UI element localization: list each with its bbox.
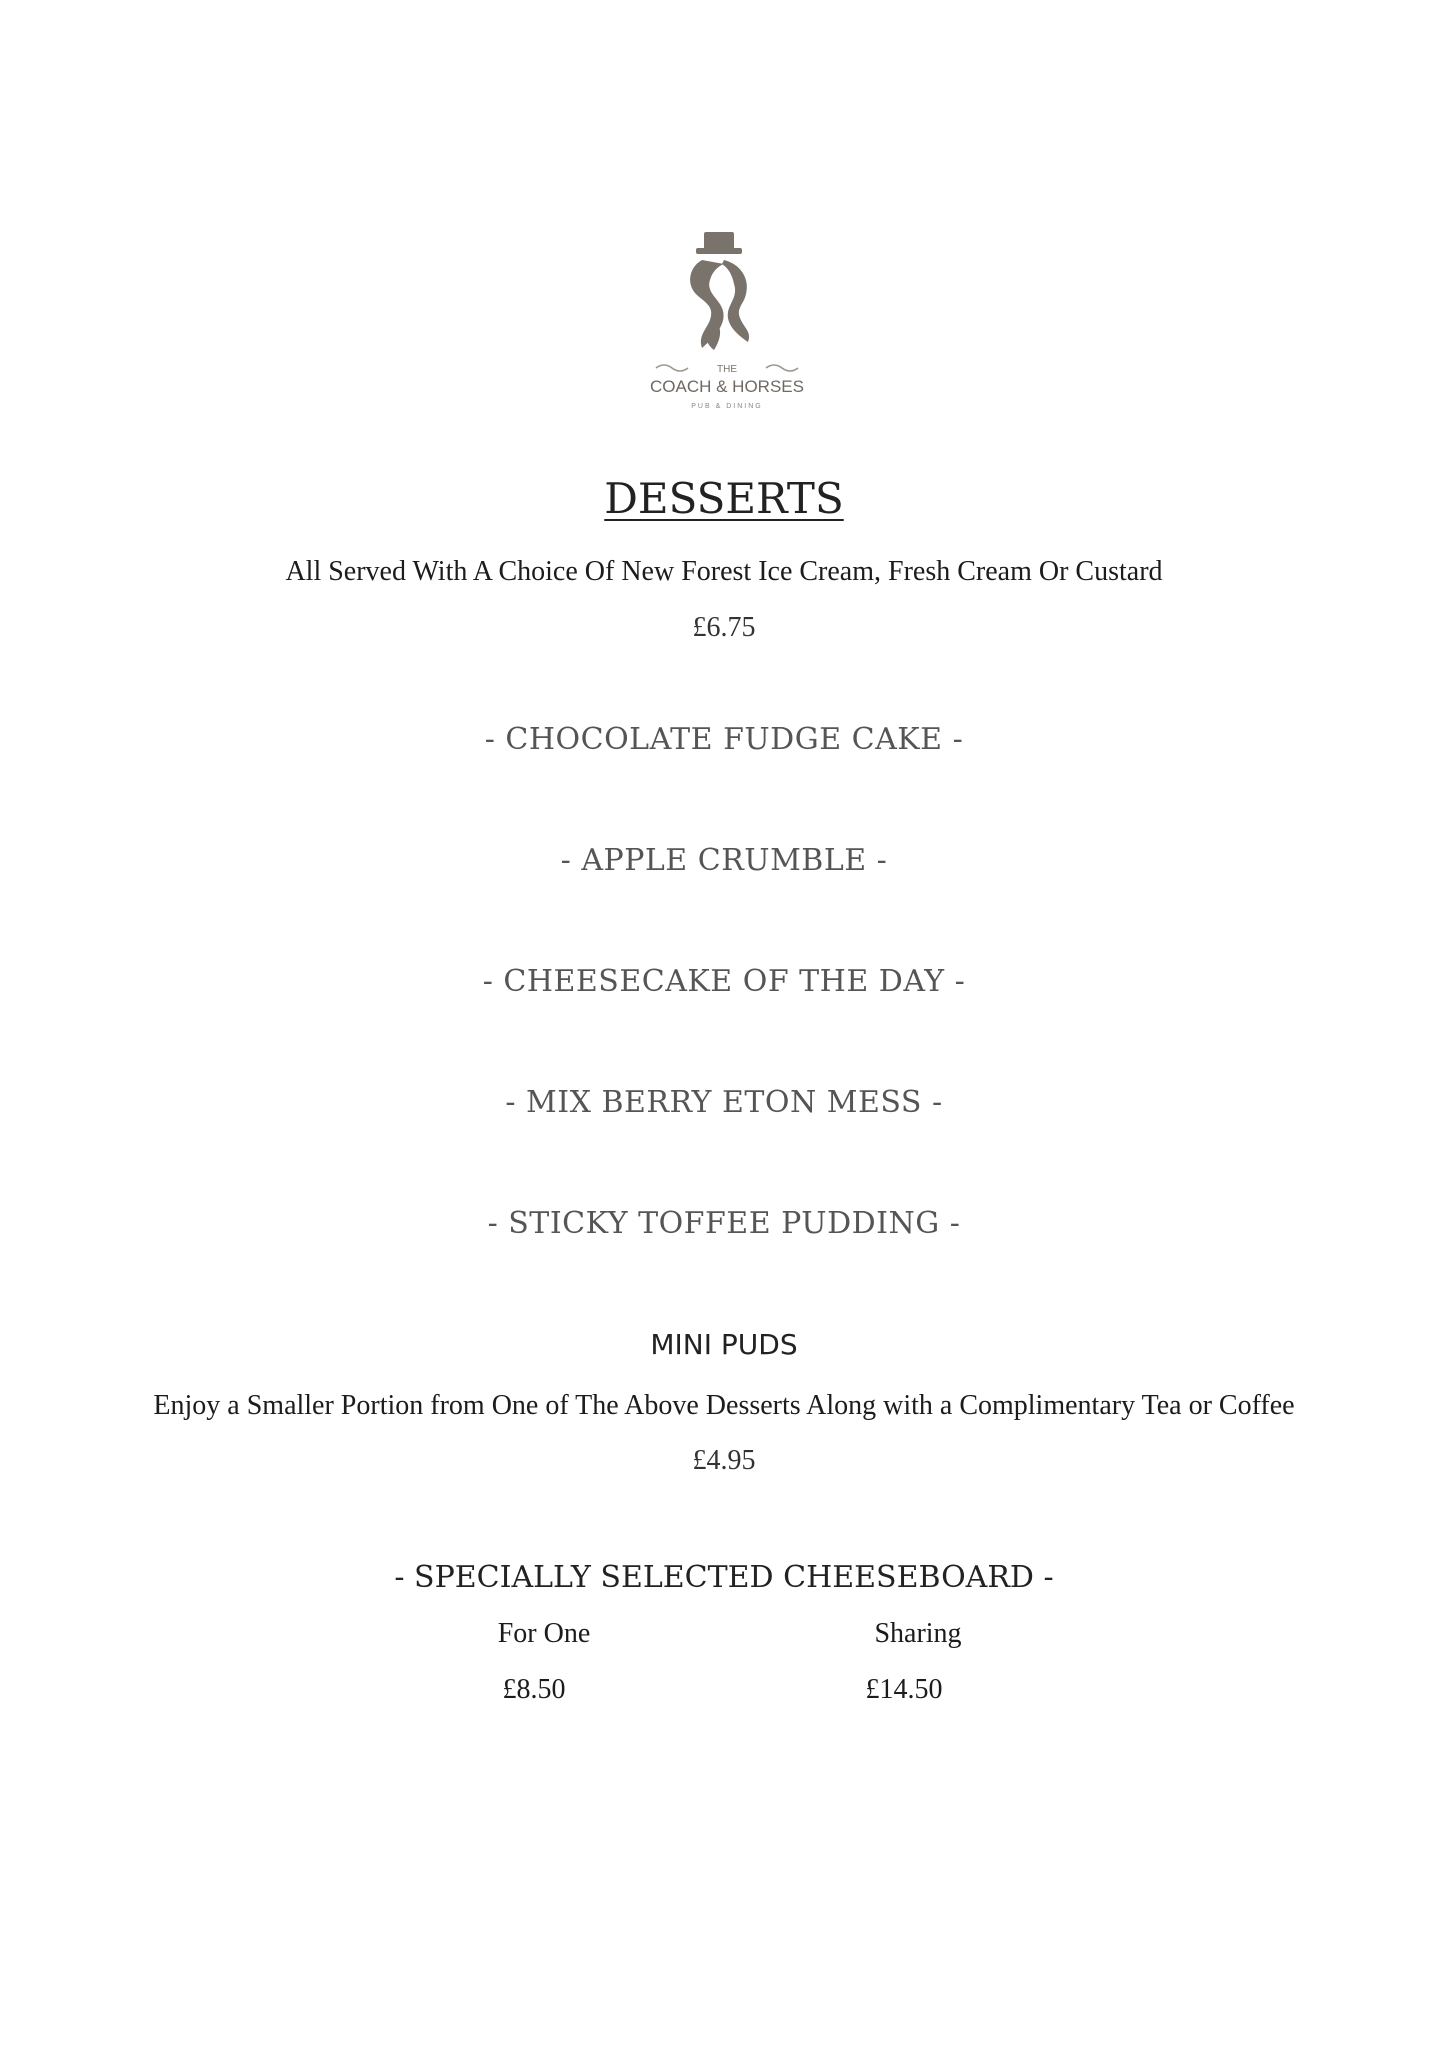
cheeseboard-option-label: Sharing: [874, 1618, 962, 1649]
logo: [606, 208, 848, 454]
cheeseboard-option-label: For One: [497, 1618, 591, 1649]
mini-puds-description: Enjoy a Smaller Portion from One of The Above Desserts Along with a Complimentary Tea or Coffee: [153, 1390, 1295, 1421]
horse-head-top-hat-icon: [606, 208, 848, 454]
dessert-item: - MIX BERRY ETON MESS -: [505, 1085, 943, 1120]
dessert-item: - STICKY TOFFEE PUDDING -: [487, 1206, 961, 1241]
desserts-price: £6.75: [692, 612, 756, 643]
desserts-subtitle: All Served With A Choice Of New Forest Ice Cream, Fresh Cream Or Custard: [285, 556, 1163, 587]
logo-line-2: COACH & HORSES: [650, 377, 804, 396]
dessert-item: - APPLE CRUMBLE -: [560, 843, 888, 878]
dessert-item: - CHEESECAKE OF THE DAY -: [482, 964, 966, 999]
cheeseboard-option-price: £8.50: [502, 1674, 566, 1705]
logo-line-1: THE: [717, 364, 737, 375]
cheeseboard-title: - SPECIALLY SELECTED CHEESEBOARD -: [394, 1560, 1054, 1595]
mini-puds-title: MINI PUDS: [650, 1328, 798, 1361]
cheeseboard-option-price: £14.50: [865, 1674, 943, 1705]
dessert-item: - CHOCOLATE FUDGE CAKE -: [484, 722, 964, 757]
logo-line-3: PUB & DINING: [691, 403, 763, 410]
page-title: DESSERTS: [604, 474, 844, 523]
mini-puds-price: £4.95: [692, 1445, 756, 1476]
